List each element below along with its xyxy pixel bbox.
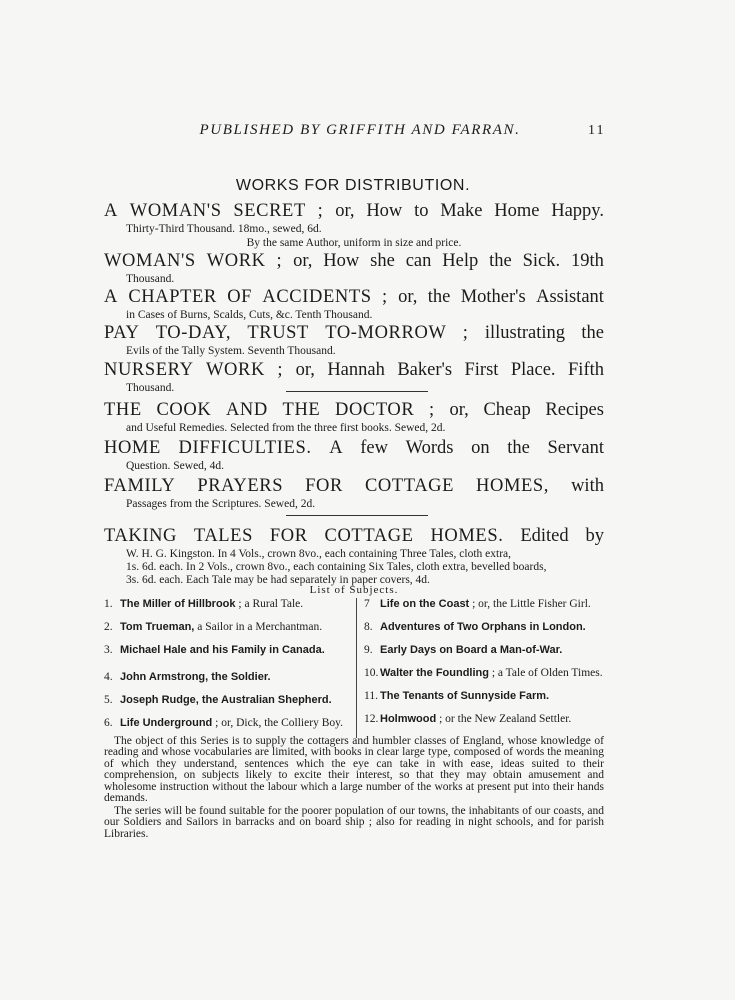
entry-subtitle-word: to <box>414 201 429 221</box>
entry-title-word: ACCIDENTS <box>262 287 372 307</box>
subject-number: 6. <box>104 717 113 729</box>
subject-number: 1. <box>104 598 113 610</box>
entry-title-word: PRAYERS <box>197 476 284 496</box>
entry-title-word: FOR <box>269 526 308 546</box>
entry-title-word: ; <box>276 251 283 271</box>
subject-subtitle: ; or the New Zealand Settler. <box>436 713 572 725</box>
entry-title-word: FOR <box>305 476 343 496</box>
entry-title-word: HOMES, <box>476 476 550 496</box>
subject-text <box>120 598 303 611</box>
entry-subtitle-word: or, <box>293 251 313 271</box>
entry-subtitle-word: Recipes <box>545 400 604 420</box>
subject-text <box>120 671 271 684</box>
entry-subtitle-word: A <box>329 438 343 458</box>
subject-subtitle: ; or, the Little Fisher Girl. <box>469 598 591 610</box>
subject-title: Holmwood <box>380 713 437 725</box>
entry-title-line <box>104 322 604 344</box>
entry-title-word: FAMILY <box>104 476 176 496</box>
entry-title-word: WOMAN'S <box>129 201 222 221</box>
subject-text <box>120 694 332 707</box>
entry-subtitle-word: she <box>370 251 395 271</box>
entry-details: Thousand. <box>126 273 175 285</box>
subject-title: Walter the Foundling <box>380 667 489 679</box>
entry-subtitle-word: Baker's <box>397 360 453 380</box>
subject-title: Michael Hale and his Family in Canada. <box>120 644 325 656</box>
entry-subtitle-word: or, <box>398 287 418 307</box>
entry-subtitle-word: Hannah <box>327 360 385 380</box>
catalogue-entry <box>104 286 604 322</box>
catalogue-entry <box>104 437 604 473</box>
entry-subtitle-word: or, <box>335 201 355 221</box>
entry-subtitle-word: Edited <box>520 526 569 546</box>
entry-subtitle-word: Words <box>405 438 454 458</box>
entry-title-line <box>104 359 604 381</box>
entry-details: W. H. G. Kingston. In 4 Vols., crown 8vo., each containing Three Tales, cloth extra, <box>126 548 512 560</box>
suitability-paragraph: The series will be found suitable for the poorer population of our towns, the inhabitants of our coasts, and our Soldiers and Sailors in barracks and on board ship ; also for reading in night schools, and for parish Libraries. <box>104 805 604 840</box>
entry-subtitle-word: Cheap <box>483 400 531 420</box>
entry-title-word: THE <box>104 400 142 420</box>
page-number: 11 <box>588 123 606 138</box>
subject-item <box>104 717 348 730</box>
subject-title: Adventures of Two Orphans in London. <box>380 621 586 633</box>
catalogue-entry <box>104 250 604 286</box>
subject-item <box>364 621 604 634</box>
entry-details: Passages from the Scriptures. Sewed, 2d. <box>126 498 316 510</box>
entry-details-continued: 3s. 6d. each. Each Tale may be had separately in paper covers, 4d. <box>126 574 430 586</box>
subject-number: 12. <box>364 713 379 725</box>
entry-title-line <box>104 437 604 459</box>
subject-item <box>364 598 604 611</box>
entry-title-word: ; <box>429 400 435 420</box>
entry-title-line <box>104 250 604 272</box>
list-of-subjects-title: List of Subjects. <box>309 584 399 596</box>
subject-item <box>364 690 604 703</box>
entry-title-word: COOK <box>156 400 212 420</box>
entry-title-word: HOMES. <box>430 526 504 546</box>
running-head: PUBLISHED BY GRIFFITH AND FARRAN. <box>199 122 521 138</box>
entry-title-word: TO-MORROW <box>325 323 447 343</box>
entry-subtitle-word: First <box>464 360 499 380</box>
subject-item <box>104 621 348 634</box>
subject-number: 7 <box>364 598 370 610</box>
catalogue-entry <box>104 399 604 435</box>
entry-title-word: COTTAGE <box>364 476 455 496</box>
subjects-right-column <box>364 598 604 726</box>
entry-subtitle-word: the <box>507 438 530 458</box>
entry-subtitle-word: illustrating <box>484 323 566 343</box>
entry-details: and Useful Remedies. Selected from the three first books. Sewed, 2d. <box>126 422 446 434</box>
entry-title-word: ; <box>381 287 388 307</box>
subject-item <box>364 667 604 680</box>
entry-title-line <box>104 525 604 547</box>
entry-title-word: AND <box>225 400 268 420</box>
catalogue-entry <box>104 525 604 587</box>
entry-title-word: COTTAGE <box>324 526 414 546</box>
entry-title-word: PAY <box>104 323 140 343</box>
subject-title: Life on the Coast <box>380 598 470 610</box>
subject-text <box>380 713 571 726</box>
entry-title-line <box>104 286 604 308</box>
entry-subtitle-word: can <box>405 251 432 271</box>
entry-subtitle-word: the <box>427 287 451 307</box>
subject-title: Life Underground <box>120 717 213 729</box>
entry-subtitle-word: on <box>471 438 490 458</box>
entry-subtitle-word: Mother's <box>460 287 526 307</box>
subject-number: 4. <box>104 671 113 683</box>
entry-subtitle-word: Make <box>440 201 483 221</box>
column-divider <box>356 598 357 738</box>
entry-details-continued: 1s. 6d. each. In 2 Vols., crown 8vo., each containing Six Tales, cloth extra, bevelled boards, <box>126 561 547 573</box>
subject-title: Early Days on Board a Man-of-War. <box>380 644 563 656</box>
subject-title: The Tenants of Sunnyside Farm. <box>380 690 550 702</box>
entry-subtitle-word: Happy. <box>551 201 604 221</box>
subject-item <box>104 598 348 611</box>
entry-subtitle-word: How <box>366 201 403 221</box>
subject-number: 8. <box>364 621 373 633</box>
entry-subtitle-word: Assistant <box>536 287 604 307</box>
entry-title-line <box>104 399 604 421</box>
entry-subtitle-word: by <box>585 526 604 546</box>
subject-text <box>380 667 603 680</box>
entry-title-word: WORK <box>206 251 266 271</box>
entry-subtitle-word: Sick. <box>522 251 561 271</box>
subject-text <box>120 621 322 634</box>
entry-title-word: WOMAN'S <box>104 251 196 271</box>
catalogue-entry <box>104 359 604 395</box>
description-paragraph: The object of this Series is to supply the cottagers and humbler classes of England, whose knowledge of reading and whose vocabularies are limited, with books in clear large type, composed of words the meaning of which they understand, sentences which the eye can take in with ease, ideas suited to their comprehension, on subjects likely to excite their interest, so that they may obtain amusement and wholesome instruction without the labour which a large number of the works at present put into their hands demands. <box>104 735 604 805</box>
subject-item <box>104 671 348 684</box>
entry-details: Evils of the Tally System. Seventh Thousand. <box>126 345 336 357</box>
entry-title-word: SECRET <box>233 201 306 221</box>
subjects-left-column <box>104 598 348 730</box>
subject-text <box>380 598 591 611</box>
entry-title-word: THE <box>282 400 321 420</box>
entry-subtitle-word: Help <box>442 251 479 271</box>
subject-number: 5. <box>104 694 113 706</box>
entry-title-word: TO-DAY, <box>155 323 232 343</box>
entry-details: Question. Sewed, 4d. <box>126 460 225 472</box>
subject-title: Joseph Rudge, the Australian Shepherd. <box>120 694 332 706</box>
entry-subtitle-word: few <box>360 438 388 458</box>
entry-title-word: TRUST <box>247 323 309 343</box>
entry-subtitle-word: Home <box>494 201 540 221</box>
subject-text <box>380 690 549 703</box>
entry-title-word: DIFFICULTIES. <box>178 438 312 458</box>
divider-rule <box>286 515 428 516</box>
entry-title-word: ; <box>317 201 324 221</box>
subject-number: 11. <box>364 690 378 702</box>
entry-title-word: DOCTOR <box>335 400 415 420</box>
catalogue-entry <box>104 200 604 236</box>
subject-number: 10. <box>364 667 379 679</box>
subject-item <box>104 644 348 657</box>
subject-text <box>120 644 325 657</box>
entry-title-word: A <box>104 201 118 221</box>
subject-subtitle: ; or, Dick, the Colliery Boy. <box>212 717 343 729</box>
subject-item <box>104 694 348 707</box>
entry-title-word: ; <box>277 360 284 380</box>
subject-title: John Armstrong, the Soldier. <box>120 671 271 683</box>
entry-subtitle-word: or, <box>449 400 469 420</box>
subject-subtitle: a Sailor in a Merchantman. <box>194 621 323 633</box>
entry-title-word: TALES <box>193 526 253 546</box>
entry-title-word: CHAPTER <box>128 287 217 307</box>
entry-title-word: OF <box>227 287 253 307</box>
subject-title: Tom Trueman, <box>120 621 195 633</box>
entry-details: in Cases of Burns, Scalds, Cuts, &c. Tenth Thousand. <box>126 309 373 321</box>
entry-title-word: TAKING <box>104 526 178 546</box>
entry-subtitle-word: with <box>571 476 604 496</box>
subject-number: 9. <box>364 644 373 656</box>
entry-subtitle-word: Place. <box>510 360 556 380</box>
entry-details: Thirty-Third Thousand. 18mo., sewed, 6d. <box>126 223 322 235</box>
entry-title-word: HOME <box>104 438 161 458</box>
subject-item <box>364 644 604 657</box>
subject-subtitle: ; a Tale of Olden Times. <box>488 667 603 679</box>
entry-subtitle-word: the <box>489 251 512 271</box>
divider-rule <box>286 391 428 392</box>
entry-subtitle-word: 19th <box>570 251 604 271</box>
catalogue-entry <box>104 475 604 511</box>
entry-subtitle-word: or, <box>295 360 315 380</box>
entry-title-line <box>104 200 604 222</box>
subject-text <box>380 621 586 634</box>
entry-title-word: ; <box>462 323 469 343</box>
entry-subtitle-word: the <box>581 323 604 343</box>
subject-subtitle: ; a Rural Tale. <box>235 598 304 610</box>
subject-number: 3. <box>104 644 113 656</box>
subject-text <box>380 644 562 657</box>
section-title: WORKS FOR DISTRIBUTION. <box>235 177 471 194</box>
subject-item <box>364 713 604 726</box>
entry-details: Thousand. <box>126 382 175 394</box>
catalogue-entry <box>104 322 604 358</box>
subject-number: 2. <box>104 621 113 633</box>
entry-title-line <box>104 475 604 497</box>
subject-title: The Miller of Hillbrook <box>120 598 236 610</box>
entry-title-word: NURSERY <box>104 360 194 380</box>
entry-title-word: A <box>104 287 118 307</box>
subject-text <box>120 717 343 730</box>
same-author-note: By the same Author, uniform in size and price. <box>246 237 462 249</box>
entry-subtitle-word: How <box>323 251 360 271</box>
entry-subtitle-word: Fifth <box>568 360 604 380</box>
entry-title-word: WORK <box>205 360 265 380</box>
entry-subtitle-word: Servant <box>547 438 604 458</box>
